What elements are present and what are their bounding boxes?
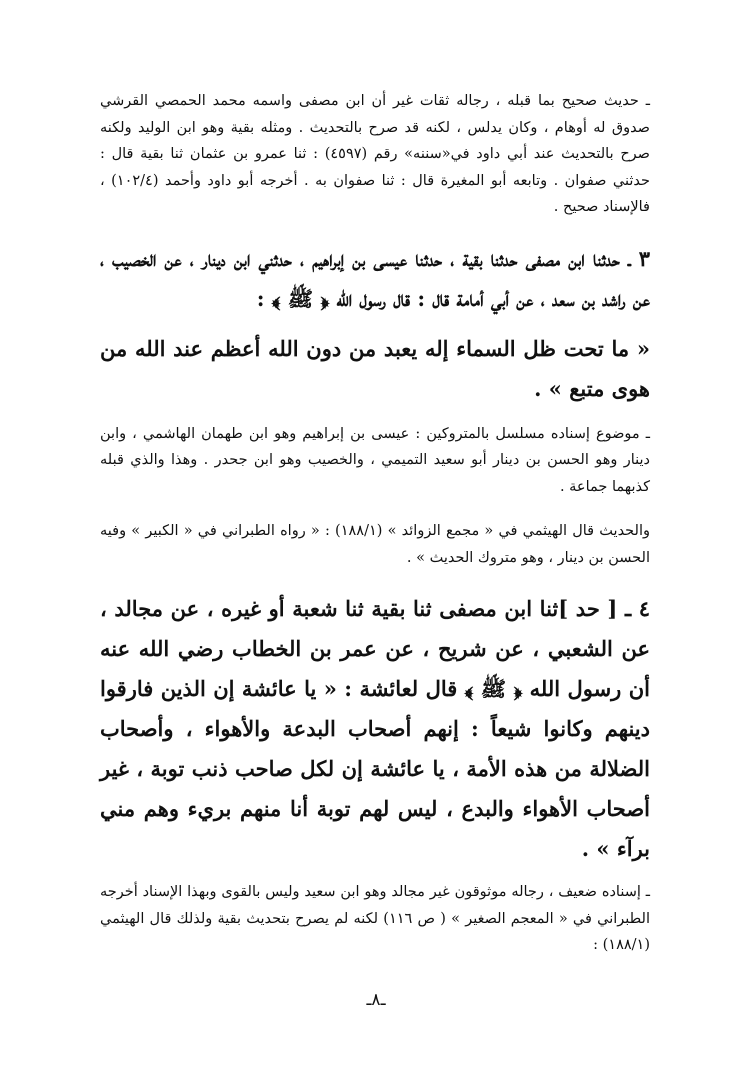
page-body — [100, 88, 650, 977]
footnote-hadith-4: ـ إسناده ضعيف ، رجاله موثوقون غير مجالد وهو ابن سعيد وليس بالقوى وبهذا الإسناد أخرجه الطبراني في « المعجم الصغير » ( ص ١١٦) لكنه لم يصرح بتحديث بقية ولذلك قال الهيثمي (١٨٨/١) : — [100, 884, 650, 953]
footnote-hadith-2: ـ حديث صحيح بما قبله ، رجاله ثقات غير أن ابن مصفى واسمه محمد الحمصي القرشي صدوق له أوهام ، وكان يدلس ، لكنه قد صرح بالتحديث . ومثله بقية وهو ابن الوليد ولكنه صرح بالتحديث عند أبي داود في«سننه» رقم (٤٥٩٧) : ثنا عمرو بن عثمان ثنا بقية قال : حدثني صفوان . وتابعه أبو المغيرة قال : ثنا صفوان به . أخرجه أبو داود وأحمد (١٠٢/٤) ، فالإسناد صحيح . — [100, 93, 650, 215]
hadith-3-isnad: ٣ ـ حدثنا ابن مصفى حدثنا بقية ، حدثنا عيسى بن إبراهيم ، حدثني ابن دينار ، عن الخصيب ، عن راشد بن سعد ، عن أبي أمامة قال : قال رسول الله ﴿ ﷺ ﴾ : — [100, 245, 650, 311]
hadith-3-matn: « ما تحت ظل السماء إله يعبد من دون الله أعظم عند الله من هوى متبع » . — [100, 335, 650, 401]
page-number: ـ٨ـ — [366, 990, 386, 1010]
hadith-4-text: ٤ ـ [ حد ]ثنا ابن مصفى ثنا بقية ثنا شعبة أو غيره ، عن مجالد ، عن الشعبي ، عن شريح ، عن عمر بن الخطاب رضي الله عنه أن رسول الله ﴿ ﷺ ﴾ قال لعائشة : « يا عائشة إن الذين فارقوا دينهم وكانوا شيعاً : إنهم أصحاب البدعة والأهواء ، وأصحاب الضلالة من هذه الأمة ، يا عائشة إن لكل صاحب ذنب توبة ، غير أصحاب الأهواء والبدع ، ليس لهم توبة أنا منهم بريء وهم مني برآء » . — [100, 596, 650, 861]
footnote-hadith-3-a: ـ موضوع إسناده مسلسل بالمتروكين : عيسى بن إبراهيم وهو ابن طهمان الهاشمي ، وابن دينار وهو الحسن بن دينار أبو سعيد التميمي ، والخصيب وهو ابن جحدر . وهذا والذي قبله كذبهما جماعة . — [100, 425, 650, 495]
footnote-hadith-3-b: والحديث قال الهيثمي في « مجمع الزوائد » (١٨٨/١) : « رواه الطبراني في « الكبير » وفيه الحسن بن دينار ، وهو متروك الحديث » . — [100, 523, 650, 566]
